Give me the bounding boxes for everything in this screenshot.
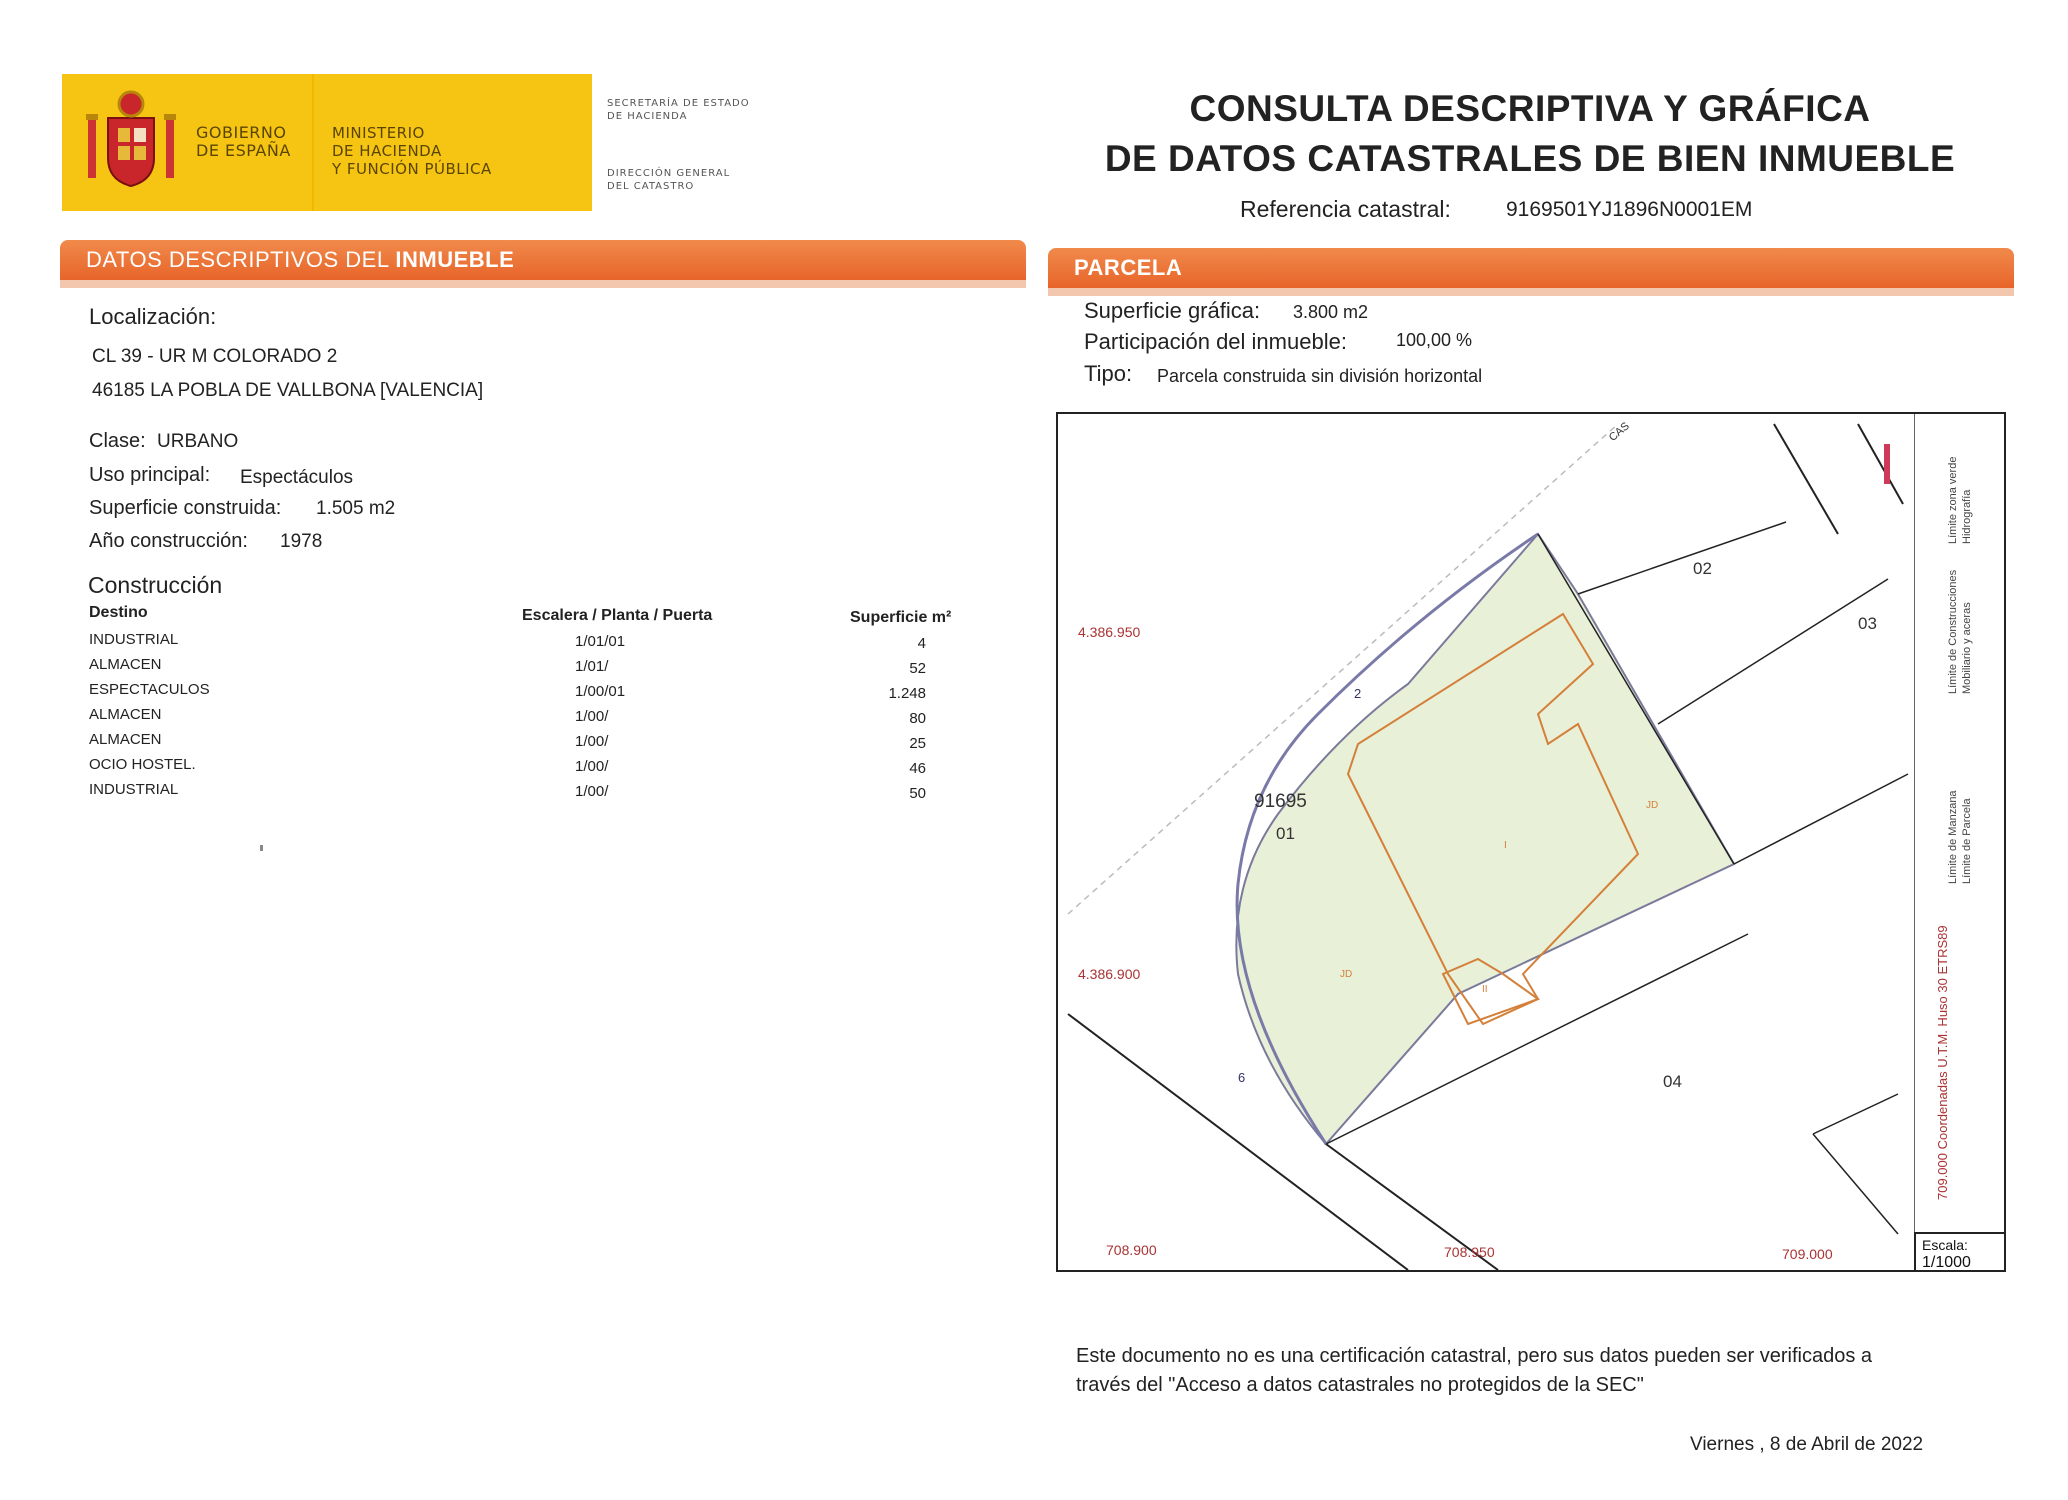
superficie-construida-value: 1.505 m2 [316,498,396,519]
table-cell-superficie: 1.248 [888,685,926,702]
section-bar-parcela [1048,248,2014,288]
table-cell-destino: INDUSTRIAL [89,631,179,648]
table-cell-escalera: 1/00/ [575,733,609,750]
legend-item-5: Límite zona verde [1947,456,1959,544]
superficie-construida-label: Superficie construida: [89,497,282,519]
map-drawing [1058,414,2004,1270]
table-cell-escalera: 1/00/ [575,708,609,725]
title-line-2: DE DATOS CATASTRALES DE BIEN INMUEBLE [1104,138,1956,179]
map-scale [1914,1232,2004,1270]
road-number-2: 2 [1354,686,1362,701]
table-cell-destino: ESPECTACULOS [89,681,210,698]
legend-item-2: Límite de Parcela [1961,798,1973,884]
scan-mark [260,845,263,851]
col-destino: Destino [89,604,148,621]
uso-principal-value: Espectáculos [240,467,354,488]
x-coord-label-3: 709.000 [1782,1246,1833,1262]
table-cell-escalera: 1/00/01 [575,683,626,700]
table-cell-escalera: 1/01/ [575,658,609,675]
section-title-parcela: PARCELA [1074,255,1183,280]
table-cell-superficie: 52 [909,660,926,677]
participacion-label: Participación del inmueble: [1084,329,1347,354]
direccion-text [607,167,730,193]
coords-note: 709.000 Coordenadas U.T.M. Huso 30 ETRS89 [1935,925,1950,1200]
section-title-datos: DATOS DESCRIPTIVOS DEL [86,247,396,272]
table-cell-superficie: 4 [917,635,926,652]
y-coord-label-bottom: 4.386.900 [1078,966,1141,982]
section-bar-strip-left [60,280,1026,288]
document-title [1050,84,2010,184]
building-label-jd-1: JD [1646,800,1659,811]
building-label-jd-2: JD [1340,969,1353,980]
title-line-1: CONSULTA DESCRIPTIVA Y GRÁFICA [1189,88,1871,129]
table-cell-superficie: 80 [909,710,926,727]
cadastral-map [1056,412,2006,1272]
boundary-02-top [1578,522,1786,594]
street-label: CAS [1606,420,1632,444]
table-cell-superficie: 46 [909,760,926,777]
anio-construccion-label: Año construcción: [89,530,248,552]
note-line-2: través del "Acceso a datos catastrales no protegidos de la SEC" [1076,1374,1644,1396]
government-logo-band [62,74,592,211]
table-cell-destino: INDUSTRIAL [89,781,179,798]
table-cell-destino: ALMACEN [89,706,162,723]
scale-label: Escala: [1922,1237,1968,1253]
col-superficie: Superficie m² [850,609,952,626]
table-cell-destino: ALMACEN [89,731,162,748]
building-label-ii: II [1482,984,1488,995]
participacion-value: 100,00 % [1396,330,1473,350]
clase-value: URBANO [157,431,239,452]
min-line-3: Y FUNCIÓN PÚBLICA [332,160,492,178]
min-line-2: DE HACIENDA [332,142,442,160]
col-escalera: Escalera / Planta / Puerta [522,607,713,624]
uso-principal-label: Uso principal: [89,464,211,486]
construccion-title: Construcción [88,572,223,598]
section-title-inmueble: INMUEBLE [395,247,515,272]
scale-value: 1/1000 [1922,1254,1971,1271]
building-label-i: I [1504,840,1507,851]
dir-line-2: DEL CATASTRO [607,181,695,192]
anio-construccion-value: 1978 [280,531,323,552]
gov-line-2: DE ESPAÑA [196,141,291,160]
superficie-grafica-value: 3.800 m2 [1293,302,1369,322]
boundary-02-03 [1658,579,1888,724]
street-line-top [1774,424,1838,534]
table-cell-superficie: 50 [909,785,926,802]
tipo-label: Tipo: [1084,361,1133,386]
gov-line-1: GOBIERNO [196,123,287,142]
secretaria-text [607,97,750,123]
note-line-1: Este documento no es una certificación catastral, pero sus datos pueden ser verificados a [1076,1345,1873,1367]
ref-catastral-value: 9169501YJ1896N0001EM [1506,198,1753,221]
document-date: Viernes , 8 de Abril de 2022 [1690,1434,1924,1455]
table-cell-destino: ALMACEN [89,656,162,673]
logo-separator [312,74,314,211]
localizacion-line-2: 46185 LA POBLA DE VALLBONA [VALENCIA] [92,380,484,401]
x-coord-label-2: 708.950 [1444,1244,1495,1260]
localizacion-line-1: CL 39 - UR M COLORADO 2 [92,346,338,367]
sec-line-2: DE HACIENDA [607,111,688,122]
subparcel-03: 03 [1858,614,1877,633]
coat-of-arms-icon [84,88,178,196]
boundary-04-right [1813,1134,1898,1234]
legend-marker-top [1884,444,1890,484]
boundary-04-right-2 [1813,1094,1898,1134]
street-line-top-2 [1858,424,1903,504]
road-number-9: 9 [1238,1070,1246,1085]
clase-label: Clase: [89,430,146,452]
localizacion-label: Localización: [89,304,217,329]
table-cell-superficie: 25 [909,735,926,752]
parcel-number: 91695 [1254,791,1307,812]
legend-item-4: Mobiliario y aceras [1961,602,1973,694]
table-cell-destino: OCIO HOSTEL. [89,756,196,773]
min-line-1: MINISTERIO [332,124,425,142]
table-cell-escalera: 1/00/ [575,783,609,800]
section-bar-strip-right [1048,288,2014,296]
superficie-grafica-label: Superficie gráfica: [1084,298,1261,323]
legend-item-3: Límite de Construcciones [1947,569,1959,694]
x-coord-label-1: 708.900 [1106,1242,1157,1258]
y-coord-label-top: 4.386.950 [1078,624,1141,640]
table-cell-escalera: 1/00/ [575,758,609,775]
sec-line-1: SECRETARÍA DE ESTADO [607,98,750,109]
legend-item-6: Hidrografía [1961,489,1973,544]
ministerio-text [332,124,492,178]
section-bar-datos [60,240,1026,280]
legend-item-1: Límite de Manzana [1947,790,1959,884]
boundary-03-bottom [1734,774,1908,864]
parcel-01-fill [1236,534,1734,1144]
disclaimer-note [1076,1342,1956,1400]
map-legend [1914,414,2005,1240]
subparcel-02: 02 [1693,559,1712,578]
gobierno-text [196,124,291,160]
ref-catastral-label: Referencia catastral: [1240,196,1451,222]
subparcel-04: 04 [1663,1072,1682,1091]
dir-line-1: DIRECCIÓN GENERAL [607,168,731,179]
tipo-value: Parcela construida sin división horizontal [1157,366,1483,386]
table-cell-escalera: 1/01/01 [575,633,626,650]
subparcel-01: 01 [1276,824,1295,843]
